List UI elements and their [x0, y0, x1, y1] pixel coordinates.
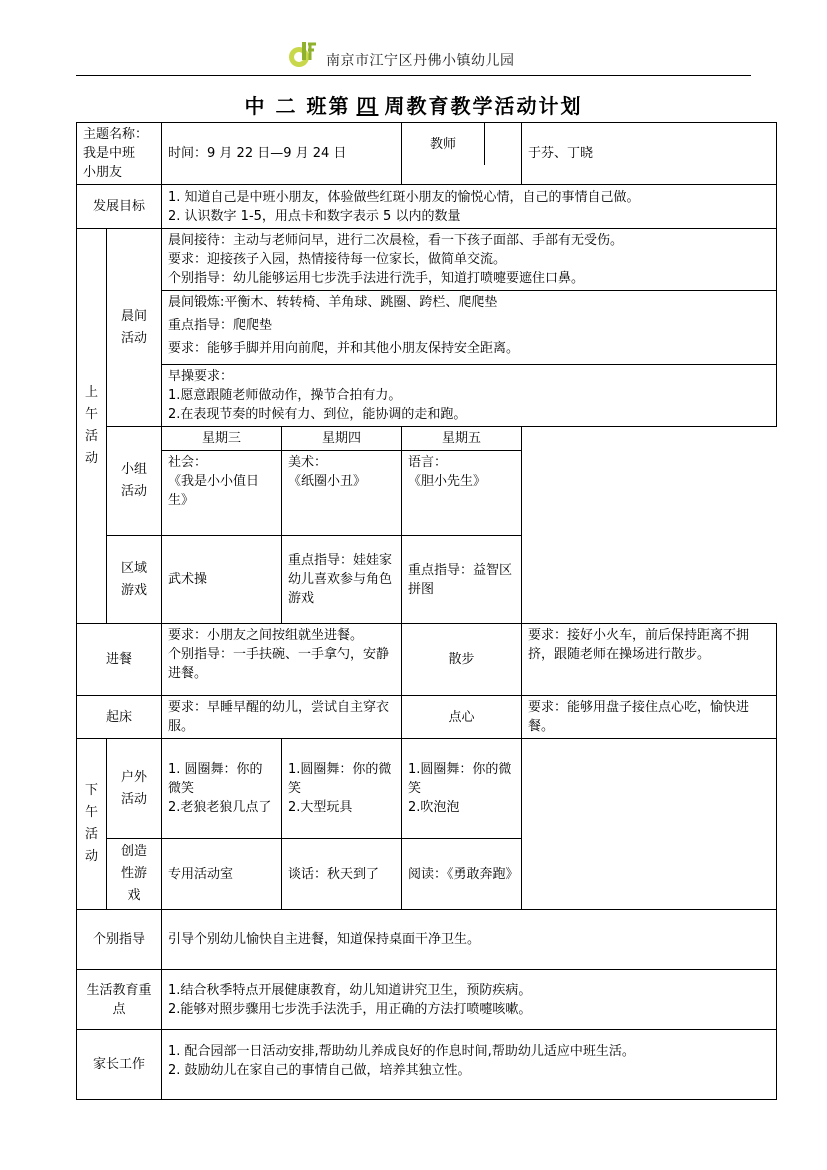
parents-content: 1. 配合园部一日活动安排,帮助幼儿养成良好的作息时间,帮助幼儿适应中班生活。 2. 鼓励幼儿在家自己的事情自己做，培养其独立性。 [162, 1030, 777, 1100]
creative-label: 创造 性游 戏 [107, 839, 162, 910]
title-week: 四 [356, 94, 379, 118]
page-title [0, 90, 827, 119]
life-label: 生活教育重 点 [77, 970, 162, 1030]
group-thu: 星期四 美术： 《纸圈小丑》 [282, 427, 402, 536]
group-fri: 星期五 语言： 《胆小先生》 [402, 427, 522, 536]
goals-content: 1. 知道自己是中班小朋友，体验做些红斑小朋友的愉悦心情，自己的事情自己做。 2. 认识数字 1-5，用点卡和数字表示 5 以内的数量 [162, 185, 777, 229]
wake-content: 要求：早睡早醒的幼儿，尝试自主穿衣服。 [162, 696, 402, 739]
teacher-name [485, 123, 522, 165]
meal-content: 要求：小朋友之间按组就坐进餐。 个别指导：一手扶碗、一手拿勺，安静进餐。 [162, 624, 402, 696]
morning-label: 上 午 活 动 [77, 229, 107, 624]
header-divider [76, 75, 751, 76]
theme-cell: 主题名称：我是中班 小朋友 [77, 123, 162, 185]
area-thu: 重点指导：娃娃家 幼儿喜欢参与角色游戏 [282, 536, 402, 624]
creative-fri: 阅读：《勇敢奔跑》 [402, 839, 522, 910]
teacher-value: 于芬、丁晓 [522, 123, 777, 185]
walk-label: 散步 [402, 624, 522, 696]
time-cell: 时间：9 月 22 日—9 月 24 日 [162, 123, 402, 185]
morning-reception: 晨间接待：主动与老师问早，进行二次晨检，看一下孩子面部、手部有无受伤。 要求：迎接孩子入园，热情接待每一位家长，做简单交流。 个别指导：幼儿能够运用七步洗手法进行洗手，知道打喷嚏要遮住口鼻。 [162, 229, 777, 291]
outdoor-thu: 1.圆圈舞：你的微笑 2.大型玩具 [282, 739, 402, 839]
creative-wed: 专用活动室 [162, 839, 282, 910]
individual-label: 个别指导 [77, 910, 162, 970]
parents-label: 家长工作 [77, 1030, 162, 1100]
outdoor-wed: 1. 圆圈舞：你的微笑 2.老狼老狼几点了 [162, 739, 282, 839]
morning-exercise: 晨间锻炼:平衡木、转转椅、羊角球、跳圈、跨栏、爬爬垫 重点指导：爬爬垫 要求：能够手脚并用向前爬，并和其他小朋友保持安全距离。 [162, 291, 777, 365]
area-game-label: 区域 游戏 [107, 536, 162, 624]
title-suffix: 周教育教学活动计划 [384, 94, 583, 118]
snack-label: 点心 [402, 696, 522, 739]
area-fri: 重点指导：益智区 拼图 [402, 536, 522, 624]
school-logo-icon [286, 38, 318, 70]
creative-thu: 谈话：秋天到了 [282, 839, 402, 910]
walk-content: 要求：接好小火车，前后保持距离不拥挤，跟随老师在操场进行散步。 [522, 624, 777, 696]
outdoor-fri: 1.圆圈舞：你的微笑 2.吹泡泡 [402, 739, 522, 839]
title-prefix: 中 二 班第 [244, 94, 351, 118]
afternoon-label: 下 午 活 动 [77, 739, 107, 910]
school-name: 南京市江宁区丹佛小镇幼儿园 [326, 53, 515, 69]
morning-drill: 早操要求： 1.愿意跟随老师做动作，操节合拍有力。 2.在表现节奏的时候有力、到位，能协调的走和跑。 [162, 365, 777, 427]
teacher-label: 教师 [402, 123, 485, 165]
blank-area [522, 427, 777, 624]
life-content: 1.结合秋季特点开展健康教育，幼儿知道讲究卫生，预防疾病。 2.能够对照步骤用七步洗手法洗手，用正确的方法打喷嚏咳嗽。 [162, 970, 777, 1030]
wake-label: 起床 [77, 696, 162, 739]
early-activity-label: 晨间 活动 [107, 229, 162, 427]
teacher-row [402, 123, 522, 185]
page-header [76, 34, 751, 76]
group-activity-label: 小组 活动 [107, 427, 162, 536]
outdoor-label: 户外 活动 [107, 739, 162, 839]
group-wed: 星期三 社会： 《我是小小值日生》 [162, 427, 282, 536]
goals-label: 发展目标 [77, 185, 162, 229]
area-wed: 武术操 [162, 536, 282, 624]
afternoon-blank [522, 739, 777, 910]
individual-content: 引导个别幼儿愉快自主进餐，知道保持桌面干净卫生。 [162, 910, 777, 970]
activity-plan-table [76, 122, 777, 1100]
snack-content: 要求：能够用盘子接住点心吃，愉快进餐。 [522, 696, 777, 739]
meal-label: 进餐 [77, 624, 162, 696]
